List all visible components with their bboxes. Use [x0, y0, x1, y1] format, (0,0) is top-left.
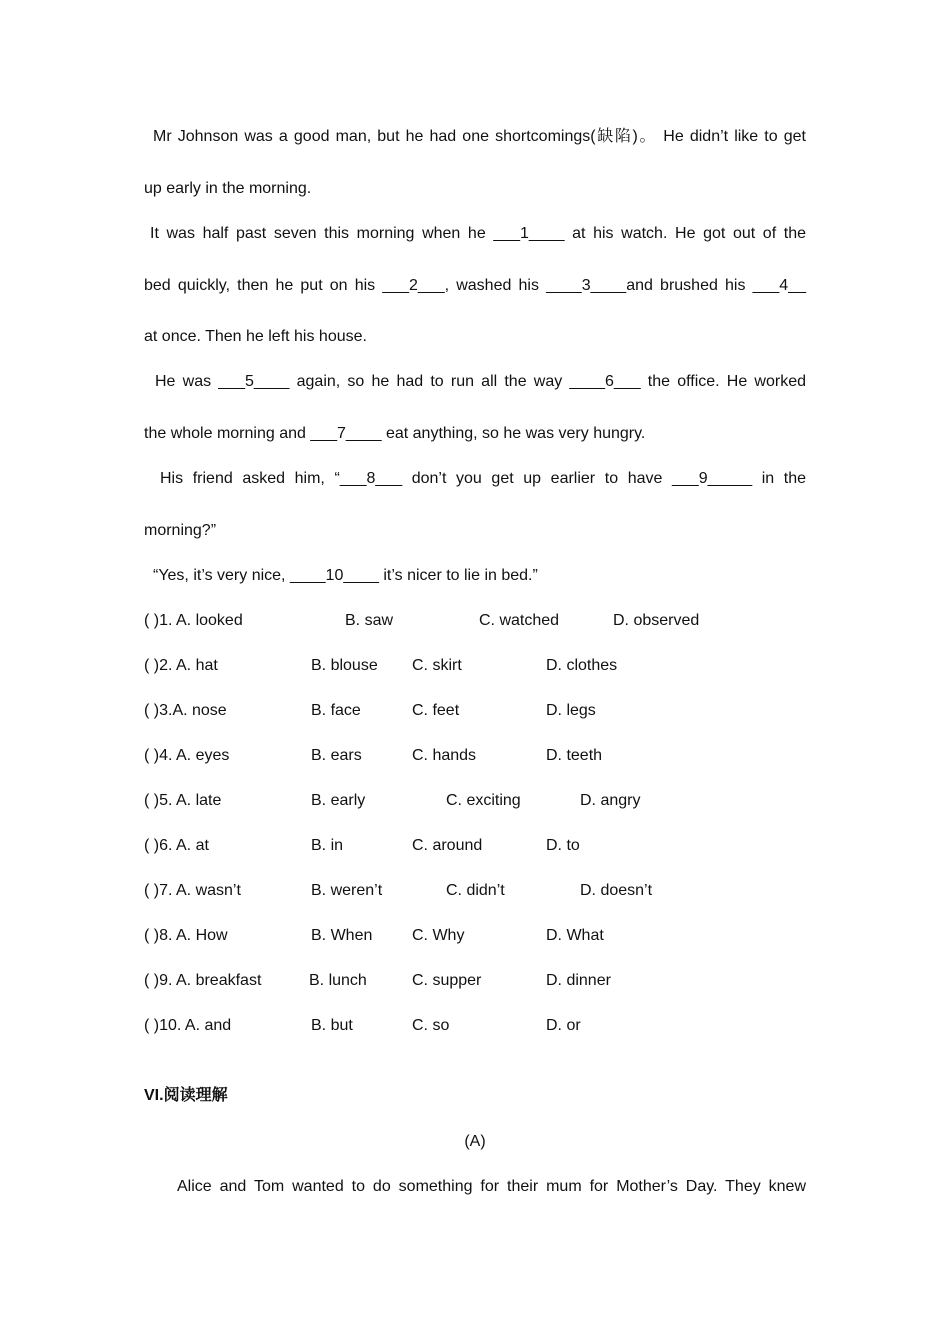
option-d: D. legs: [546, 702, 596, 719]
option-b: B. but: [311, 1017, 353, 1034]
option-b: B. ears: [311, 747, 362, 764]
option-d: D. teeth: [546, 747, 603, 764]
question-stem: ( )5. A. late: [144, 792, 222, 809]
option-c: C. exciting: [446, 792, 521, 809]
option-d: D. or: [546, 1017, 581, 1034]
question-stem: ( )9. A. breakfast: [144, 972, 262, 989]
option-d: D. dinner: [546, 972, 611, 989]
option-b: B. face: [311, 702, 361, 719]
subsection-label: (A): [464, 1133, 486, 1150]
option-d: D. doesn’t: [580, 882, 653, 899]
passage-line: He was ___5____ again, so he had to run all the way ____6___ the office. He worked: [155, 373, 806, 390]
question-stem: ( )3.A. nose: [144, 702, 227, 719]
option-b: B. weren’t: [311, 882, 383, 899]
question-stem: ( )6. A. at: [144, 837, 209, 854]
passage-line: up early in the morning.: [144, 180, 312, 197]
option-b: B. blouse: [311, 657, 378, 674]
passage-line: bed quickly, then he put on his ___2___, washed his ____3____and brushed his ___4__: [144, 277, 806, 294]
option-b: B. When: [311, 927, 373, 944]
passage-line: morning?”: [144, 522, 217, 539]
passage-line: Mr Johnson was a good man, but he had one shortcomings(缺陷)。 He didn’t like to get: [153, 128, 806, 145]
option-c: C. around: [412, 837, 483, 854]
question-row: [144, 836, 806, 856]
question-row: [144, 656, 806, 676]
passage-line: at once. Then he left his house.: [144, 328, 367, 345]
question-stem: ( )2. A. hat: [144, 657, 218, 674]
question-row: [144, 746, 806, 766]
question-row: [144, 881, 806, 901]
option-d: D. observed: [613, 612, 700, 629]
question-row: [144, 701, 806, 721]
option-b: B. early: [311, 792, 366, 809]
option-d: D. What: [546, 927, 604, 944]
question-stem: ( )4. A. eyes: [144, 747, 230, 764]
option-d: D. angry: [580, 792, 641, 809]
option-c: C. supper: [412, 972, 482, 989]
option-c: C. didn’t: [446, 882, 505, 899]
question-stem: ( )1. A. looked: [144, 612, 243, 629]
option-d: D. clothes: [546, 657, 618, 674]
question-row: [144, 611, 806, 631]
option-b: B. in: [311, 837, 344, 854]
question-stem: ( )10. A. and: [144, 1017, 232, 1034]
option-c: C. feet: [412, 702, 460, 719]
question-stem: ( )8. A. How: [144, 927, 228, 944]
passage-line: His friend asked him, “___8___ don’t you get up earlier to have ___9_____ in the: [160, 470, 806, 487]
option-c: C. so: [412, 1017, 450, 1034]
question-row: [144, 971, 806, 991]
passage-line: “Yes, it’s very nice, ____10____ it’s nicer to lie in bed.”: [153, 567, 538, 584]
option-c: C. hands: [412, 747, 477, 764]
question-row: [144, 1016, 806, 1036]
option-c: C. watched: [479, 612, 560, 629]
option-c: C. Why: [412, 927, 465, 944]
option-b: B. lunch: [309, 972, 367, 989]
section-heading: VI.阅读理解: [144, 1087, 228, 1104]
option-b: B. saw: [345, 612, 394, 629]
question-row: [144, 926, 806, 946]
passage-line: the whole morning and ___7____ eat anything, so he was very hungry.: [144, 425, 646, 442]
passage-line: Alice and Tom wanted to do something for their mum for Mother’s Day. They knew: [177, 1178, 806, 1195]
question-row: [144, 791, 806, 811]
option-c: C. skirt: [412, 657, 462, 674]
passage-line: It was half past seven this morning when he ___1____ at his watch. He got out of the: [150, 225, 806, 242]
question-stem: ( )7. A. wasn’t: [144, 882, 241, 899]
option-d: D. to: [546, 837, 580, 854]
